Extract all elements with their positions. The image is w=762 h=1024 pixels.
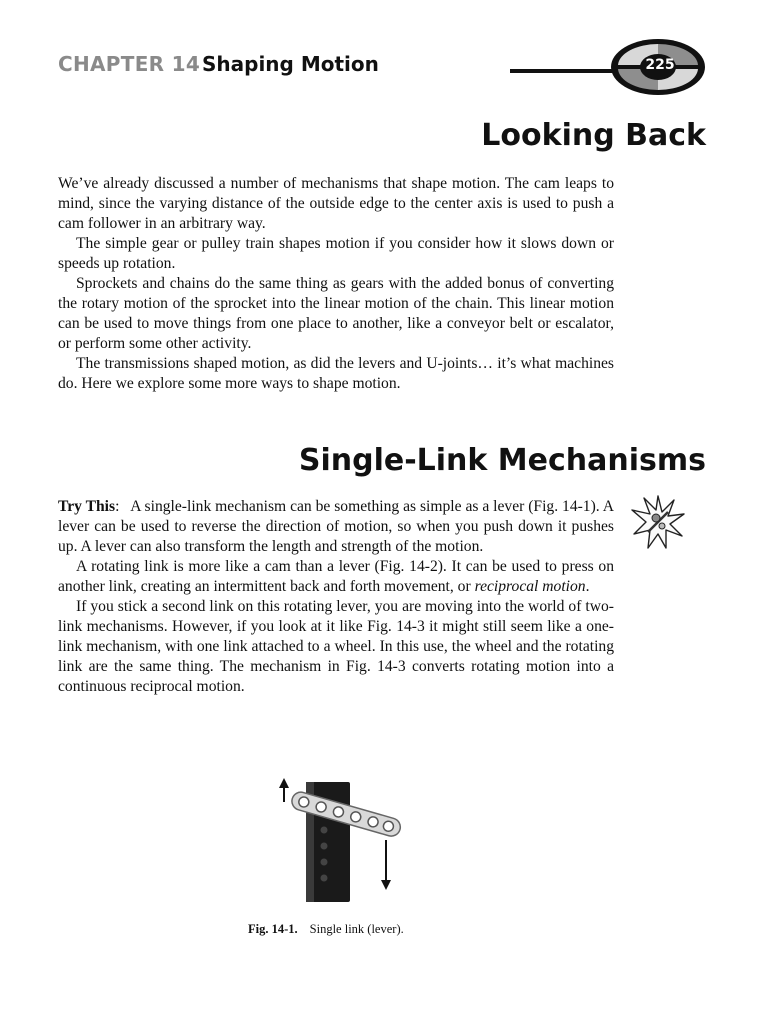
starburst-experiment-icon xyxy=(630,494,686,550)
paragraph xyxy=(58,497,614,557)
chapter-title: Shaping Motion xyxy=(202,52,379,76)
paragraph: Sprockets and chains do the same thing as gears with the added bonus of converting the rotary motion of the sprocket into the linear motion of the chain. This linear motion can be used to move things from one place to another, like a conveyor belt or escalator, or perform some other activity. xyxy=(58,275,614,352)
page-header xyxy=(0,0,762,110)
paragraph: The simple gear or pulley train shapes motion if you consider how it slows down or speeds up rotation. xyxy=(58,235,614,272)
paragraph: The transmissions shaped motion, as did the levers and U-joints… it’s what machines do. Here we explore some more ways to shape motion. xyxy=(58,355,614,392)
emphasis: reciprocal motion xyxy=(474,578,586,595)
paragraph-text: A single-link mechanism can be something as simple as a lever (Fig. 14-1). A lever can be used to reverse the direction of motion, so when you push down it pushes up. A lever can also transform the length and strength of the motion. xyxy=(58,498,614,555)
paragraph-text: A rotating link is more like a cam than a lever (Fig. 14-2). It can be used to press on another link, creating an intermittent back and forth movement, or xyxy=(58,558,614,595)
try-this-label: Try This xyxy=(58,498,116,515)
try-colon: : xyxy=(115,498,120,515)
figure-caption xyxy=(248,922,404,937)
paragraph: We’ve already discussed a number of mechanisms that shape motion. The cam leaps to mind, since the varying distance of the outside edge to the center axis is used to push a cam follower in an arbitrary way. xyxy=(58,175,614,232)
chapter-label: CHAPTER 14 xyxy=(58,52,201,76)
figure-number: Fig. 14-1. xyxy=(248,922,298,936)
header-rule xyxy=(510,69,620,73)
paragraph: If you stick a second link on this rotating lever, you are moving into the world of two-link mechanisms. However, if you look at it like Fig. 14-3 it might still seem like a one-link mechanism, with one link attached to a wheel. In this use, the wheel and the rotating link are the same thing. The mechanism in Fig. 14-3 converts rotating motion into a continuous reciprocal motion. xyxy=(58,598,614,695)
lever-illustration xyxy=(272,776,412,906)
section-title-single-link: Single-Link Mechanisms xyxy=(298,443,706,478)
section-title-looking-back: Looking Back xyxy=(481,118,706,153)
page-number: 225 xyxy=(645,57,675,73)
looking-back-body xyxy=(58,174,614,394)
paragraph: A rotating link is more like a cam than a lever (Fig. 14-2). It can be used to press on another link, creating an intermittent back and forth movement, or reciprocal motion. xyxy=(58,558,614,595)
figure-caption-text: Single link (lever). xyxy=(309,922,404,936)
single-link-body xyxy=(58,497,614,697)
